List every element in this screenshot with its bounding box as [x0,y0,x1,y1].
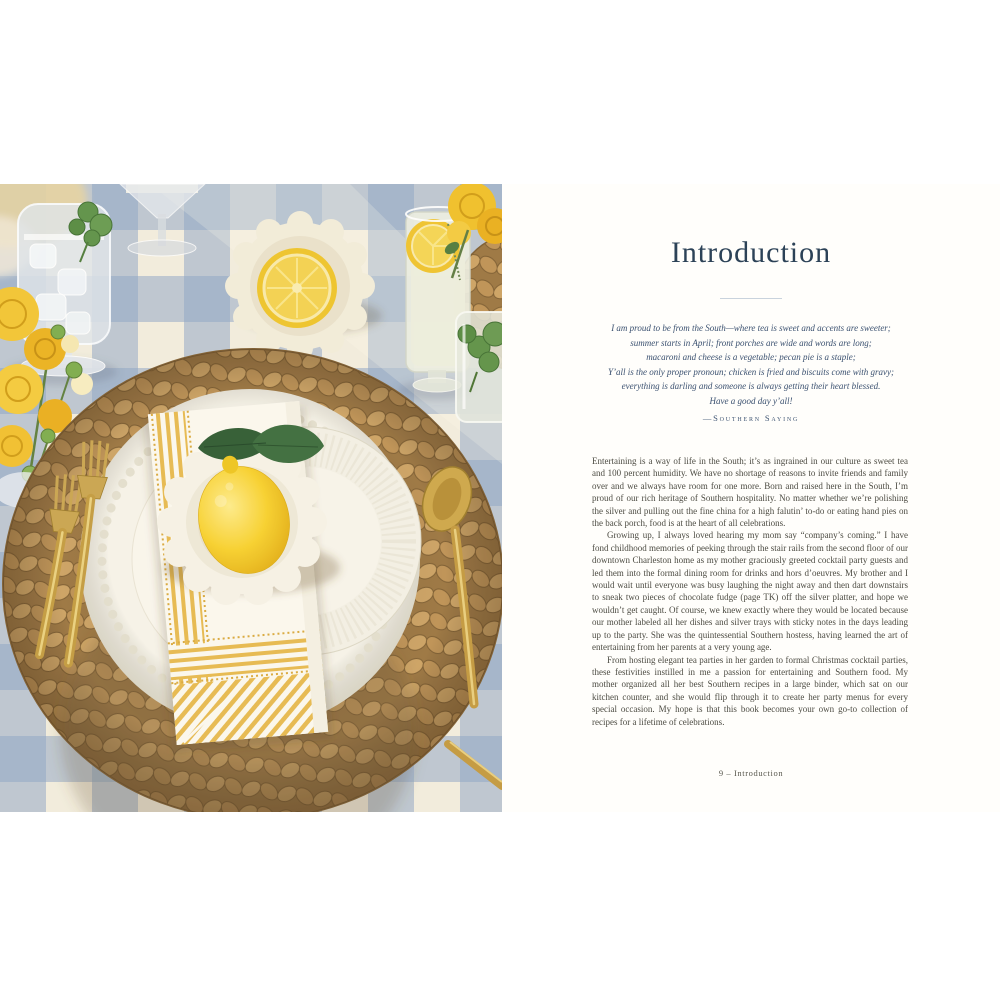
chapter-title: Introduction [670,236,832,269]
epigraph [531,321,971,426]
chapter-body [592,455,908,728]
left-page-photo [0,184,502,812]
table-setting-photo [0,184,502,812]
epigraph-line: I am proud to be from the South—where tea is sweet and accents are sweeter; [611,323,891,333]
epigraph-line: Have a good day y’all! [709,395,793,406]
body-paragraph: Growing up, I always loved hearing my mom say “company’s coming.” I have fond childhood memories of peeking through the stair rails from the second floor of our downtown Charleston home as my mother graciously greeted cocktail party guests and led them into the formal dining room for drinks and hors d’oeuvres. My brother and I would wait until everyone was busy laughing the night away and then dart downstairs to sneak two pieces of chocolate fudge (page TK) off the silver platter, and hope we wouldn’t get caught. Of course, we knew exactly where they would be located because our mother labeled all her dishes and silver trays with sticky notes in the days leading up to the party. She was the quintessential Southern hostess, having learned the art of entertaining from her parents at a very young age. [592,530,908,653]
epigraph-line: macaroni and cheese is a vegetable; pecan pie is a staple; [646,352,856,362]
title-divider-rule [720,298,782,299]
body-paragraph: Entertaining is a way of life in the South; it’s as ingrained in our culture as sweet tea and 100 percent humidity. We have no shortage of reasons to invite friends and family over and we always have room for one more. Born and raised here in the South, I’m proud of our rich heritage of Southern hospitality. No matter whether we’re polishing the silver and pulling out the fine china for a high falutin’ to-do or eating hand pies on the back porch, food is at the heart of all celebrations. [592,456,908,529]
epigraph-attribution: —Southern Saying [702,413,800,423]
body-paragraph: From hosting elegant tea parties in her garden to formal Christmas cocktail parties, these festivities instilled in me a passion for entertaining and Southern food. My mother organized all her best Southern recipes in a large binder, which sat on our kitchen counter, and she would flip through it to create her party menus for every special occasion. My hope is that this book becomes your own go-to collection of recipes for a lifetime of celebrations. [592,654,908,727]
epigraph-line: everything is darling and someone is always getting their heart blessed. [621,381,881,391]
warm-overlay [0,184,502,812]
book-spread [0,184,1000,812]
page-folio: 9 – Introduction [718,768,784,778]
epigraph-line: Y’all is the only proper pronoun; chicken is fried and biscuits come with gravy; [607,366,895,377]
right-page [502,184,1000,812]
epigraph-line: summer starts in April; front porches are wide and words are long; [630,337,872,348]
